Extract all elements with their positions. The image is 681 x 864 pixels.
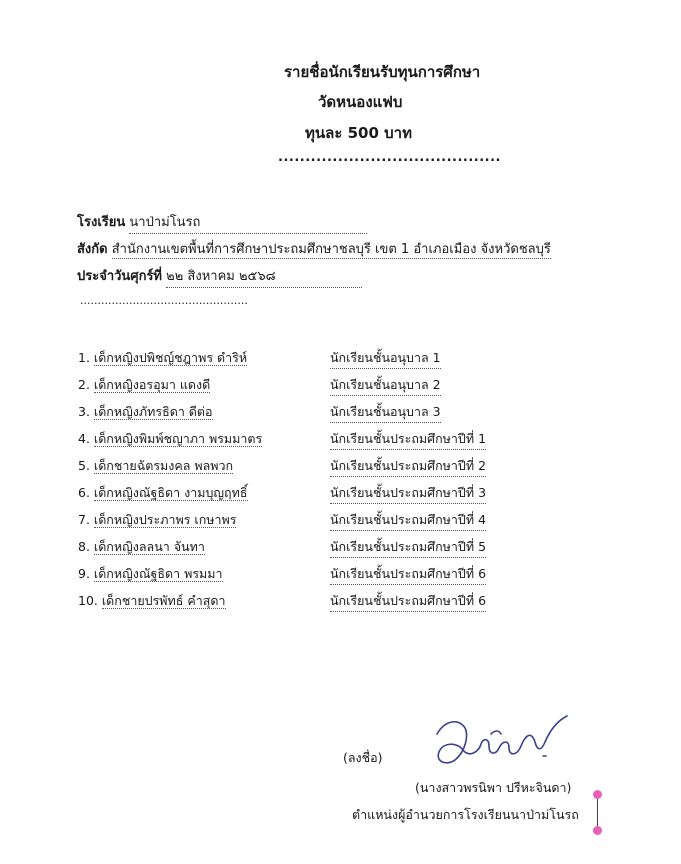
list-item bbox=[78, 348, 441, 368]
signature-image bbox=[425, 712, 575, 774]
resize-line bbox=[597, 799, 598, 827]
resize-handle-bottom[interactable] bbox=[593, 826, 602, 835]
student-level: นักเรียนชั้นประถมศึกษาปีที่ 1 bbox=[330, 429, 486, 450]
student-name: เด็กชายปรพัทธ์ คำสุดา bbox=[101, 593, 226, 608]
student-level: นักเรียนชั้นประถมศึกษาปีที่ 6 bbox=[330, 591, 486, 612]
student-name: เด็กหญิงภัทรธิดา ดีต่อ bbox=[93, 404, 213, 419]
header-title-line3: ทุนละ 500 บาท bbox=[305, 124, 412, 142]
student-number: 2. bbox=[78, 377, 90, 392]
student-name: เด็กหญิงปพิชญ์ชฎาพร ดำริห์ bbox=[93, 350, 248, 365]
list-item bbox=[78, 564, 487, 584]
list-item bbox=[78, 483, 487, 503]
header-title-line1: รายชื่อนักเรียนรับทุนการศึกษา bbox=[284, 63, 481, 81]
affiliation-line bbox=[77, 238, 551, 259]
school-label: โรงเรียน bbox=[77, 215, 126, 230]
list-item bbox=[78, 402, 441, 422]
list-item bbox=[78, 510, 487, 530]
student-number: 6. bbox=[78, 485, 90, 500]
date-line bbox=[77, 265, 362, 288]
student-number: 10. bbox=[78, 593, 98, 608]
student-name: เด็กหญิงประภาพร เกษาพร bbox=[93, 512, 237, 527]
student-number: 8. bbox=[78, 539, 90, 554]
date-label: ประจำวันศุกร์ที่ bbox=[77, 269, 162, 284]
school-line bbox=[77, 211, 367, 234]
student-name: เด็กหญิงณัฐธิดา พรมมา bbox=[93, 566, 223, 581]
student-level: นักเรียนชั้นอนุบาล 2 bbox=[330, 375, 441, 396]
header-dots: ......................................... bbox=[278, 150, 501, 165]
student-number: 3. bbox=[78, 404, 90, 419]
student-level: นักเรียนชั้นอนุบาล 1 bbox=[330, 348, 441, 369]
student-name: เด็กหญิงพิมพ์ชญาภา พรมมาตร bbox=[93, 431, 263, 446]
list-item bbox=[78, 591, 487, 611]
signatory-position: ตำแหน่งผู้อำนวยการโรงเรียนนาป่าม่โนรถ bbox=[352, 807, 579, 822]
student-number: 9. bbox=[78, 566, 90, 581]
date-value: ๒๒ สิงหาคม ๒๕๖๘ bbox=[166, 265, 362, 288]
student-name: เด็กหญิงอรอุมา แดงดี bbox=[93, 377, 211, 392]
list-item bbox=[78, 429, 487, 449]
signatory-name: (นางสาวพรนิพา ปรีหะจินดา) bbox=[415, 780, 572, 795]
student-number: 7. bbox=[78, 512, 90, 527]
header-title-line2: วัดหนองแฟบ bbox=[318, 93, 403, 111]
student-number: 4. bbox=[78, 431, 90, 446]
student-level: นักเรียนชั้นประถมศึกษาปีที่ 4 bbox=[330, 510, 486, 531]
student-level: นักเรียนชั้นประถมศึกษาปีที่ 6 bbox=[330, 564, 486, 585]
student-level: นักเรียนชั้นประถมศึกษาปีที่ 2 bbox=[330, 456, 486, 477]
student-number: 5. bbox=[78, 458, 90, 473]
student-name: เด็กชายฉัตรมงคล พลพวก bbox=[93, 458, 234, 473]
list-item bbox=[78, 456, 487, 476]
student-level: นักเรียนชั้นประถมศึกษาปีที่ 5 bbox=[330, 537, 486, 558]
list-item bbox=[78, 375, 441, 395]
affiliation-label: สังกัด bbox=[77, 242, 108, 257]
student-name: เด็กหญิงณัฐธิดา งามบุญฤทธิ์ bbox=[93, 485, 248, 500]
student-number: 1. bbox=[78, 350, 90, 365]
list-item bbox=[78, 537, 487, 557]
info-dots: ................................................ bbox=[80, 294, 248, 307]
signature-label: (ลงชื่อ) bbox=[343, 750, 383, 765]
affiliation-value: สำนักงานเขตพื้นที่การศึกษาประถมศึกษาชลบุรี เขต 1 อำเภอเมือง จังหวัดชลบุรี bbox=[111, 242, 551, 257]
student-name: เด็กหญิงลลนา จันทา bbox=[93, 539, 205, 554]
resize-handle-top[interactable] bbox=[593, 790, 602, 799]
student-level: นักเรียนชั้นประถมศึกษาปีที่ 3 bbox=[330, 483, 486, 504]
student-level: นักเรียนชั้นอนุบาล 3 bbox=[330, 402, 441, 423]
school-value: นาป่าม่โนรถ bbox=[129, 211, 367, 234]
